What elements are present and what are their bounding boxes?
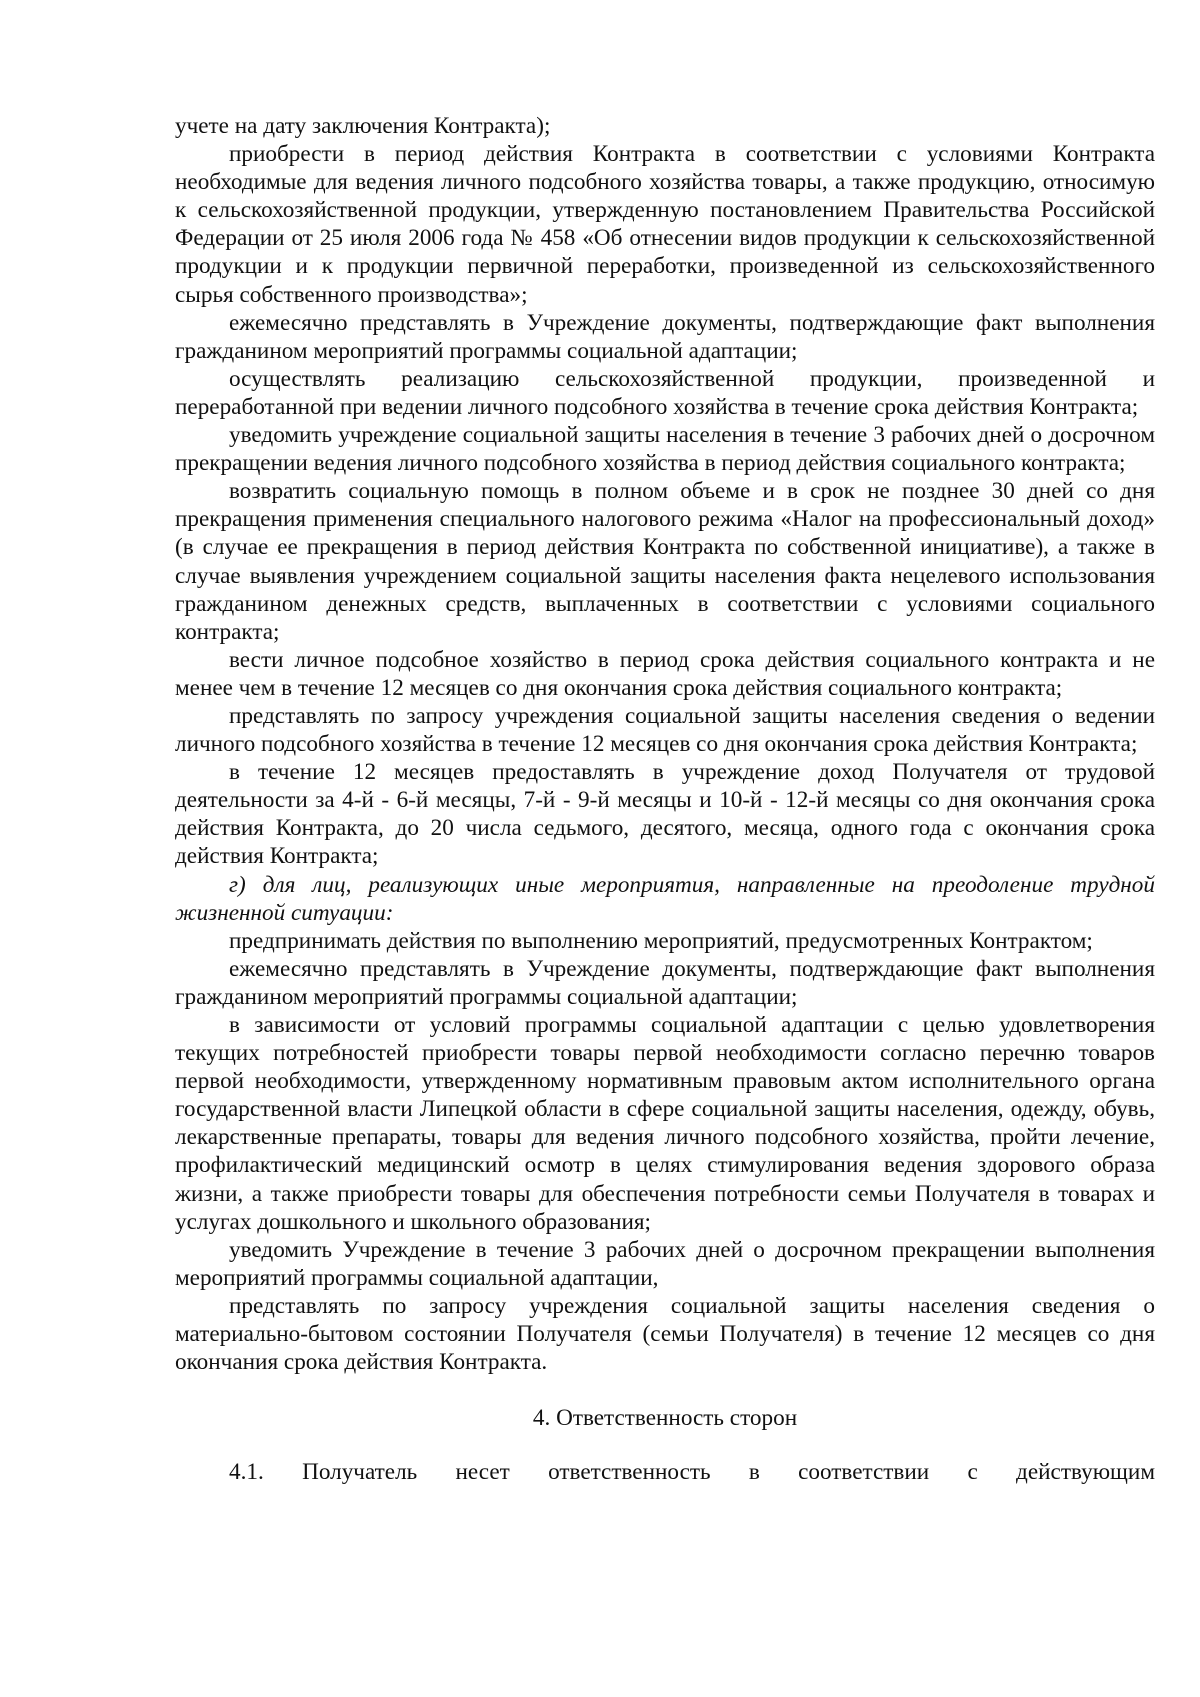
paragraph-material-condition: представлять по запросу учреждения социальной защиты населения сведения о материально-бытовом состоянии Получателя (семьи Получателя) в течение 12 месяцев со дня окончания срока действия Контракта.	[175, 1292, 1155, 1376]
paragraph-4-1: 4.1. Получатель несет ответственность в соответствии с действующим	[229, 1459, 1155, 1486]
paragraph-provide-info: представлять по запросу учреждения социальной защиты населения сведения о ведении личного подсобного хозяйства в течение 12 месяцев со дня окончания срока действия Контракта;	[175, 702, 1155, 758]
paragraph-return-assistance: возвратить социальную помощь в полном объеме и в срок не позднее 30 дней со дня прекращения применения специального налогового режима «Налог на профессиональный доход» (в случае ее прекращения в период действия Контракта по собственной инициативе), а также в случае выявления учреждением социальной защиты населения факта нецелевого использования гражданином денежных средств, выплаченных в соответствии с условиями социального контракта;	[175, 478, 1155, 645]
paragraph-notify-termination: уведомить учреждение социальной защиты населения в течение 3 рабочих дней о досрочном прекращении ведения личного подсобного хозяйства в период действия социального контракта;	[175, 422, 1155, 477]
paragraph-take-actions: предпринимать действия по выполнению мероприятий, предусмотренных Контрактом;	[229, 927, 1093, 954]
section-heading: 4. Ответственность сторон	[532, 1405, 798, 1432]
paragraph-purchase-goods: приобрести в период действия Контракта в соответствии с условиями Контракта необходимые для ведения личного подсобного хозяйства товары, а также продукцию, относимую к сельскохозяйственной продукции, утвержденную постановлением Правительства Российской Федерации от 25 июля 2006 года № 458 «Об отнесении видов продукции к сельскохозяйственной продукции и к продукции первичной переработки, произведенной из сельскохозяйственного сырья собственного производства»;	[175, 141, 1155, 308]
paragraph-sell-produce: осуществлять реализацию сельскохозяйственной продукции, произведенной и переработанной при ведении личного подсобного хозяйства в течение срока действия Контракта;	[175, 365, 1155, 420]
paragraph-subsection-g: г) для лиц, реализующих иные мероприятия, направленные на преодоление трудной жизненной ситуации:	[175, 871, 1155, 926]
paragraph-report-income: в течение 12 месяцев предоставлять в учреждение доход Получателя от трудовой деятельности за 4-й - 6-й месяцы, 7-й - 9-й месяцы и 10-й - 12-й месяцы со дня окончания срока действия Контракта, до 20 числа седьмого, десятого, месяца, одного года с окончания срока действия Контракта;	[175, 759, 1155, 870]
paragraph-continuation: учете на дату заключения Контракта);	[175, 113, 551, 139]
document-page	[175, 112, 1155, 1486]
paragraph-notify-early-termination: уведомить Учреждение в течение 3 рабочих дней о досрочном прекращении выполнения мероприятий программы социальной адаптации,	[175, 1236, 1155, 1291]
paragraph-maintain-farm: вести личное подсобное хозяйство в период срока действия социального контракта и не менее чем в течение 12 месяцев со дня окончания срока действия социального контракта;	[175, 646, 1155, 701]
paragraph-monthly-documents-2: ежемесячно представлять в Учреждение документы, подтверждающие факт выполнения гражданином мероприятий программы социальной адаптации;	[175, 955, 1155, 1010]
paragraph-monthly-documents: ежемесячно представлять в Учреждение документы, подтверждающие факт выполнения гражданином мероприятий программы социальной адаптации;	[175, 309, 1155, 364]
paragraph-purchase-necessities: в зависимости от условий программы социальной адаптации с целью удовлетворения текущих потребностей приобрести товары первой необходимости согласно перечню товаров первой необходимости, утвержденному нормативным правовым актом исполнительного органа государственной власти Липецкой области в сфере социальной защиты населения, одежду, обувь, лекарственные препараты, товары для ведения личного подсобного хозяйства, пройти лечение, профилактический медицинский осмотр в целях стимулирования ведения здорового образа жизни, а также приобрести товары для обеспечения потребности семьи Получателя в товарах и услугах дошкольного и школьного образования;	[175, 1012, 1155, 1235]
